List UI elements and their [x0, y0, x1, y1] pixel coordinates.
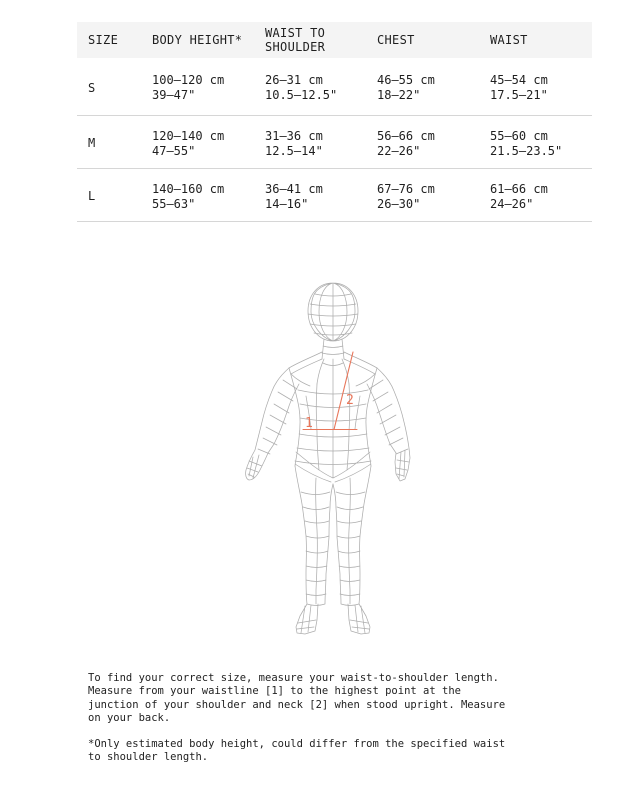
value-cm: 55–60 cm	[490, 128, 548, 143]
header-waist: WAIST	[490, 22, 592, 58]
instructions-text	[88, 672, 505, 726]
right-arm-wireframe	[367, 368, 410, 481]
header-chest: CHEST	[377, 22, 490, 58]
value-in: 39–47"	[152, 88, 196, 102]
instruction-line: To find your correct size, measure your waist-to-shoulder length.	[88, 672, 499, 684]
value-in: 47–55"	[152, 143, 196, 158]
value-in: 24–26"	[490, 196, 534, 211]
marker-1-label: 1	[305, 416, 313, 431]
measurement-marker-labels	[305, 393, 354, 431]
left-leg-wireframe	[295, 466, 333, 634]
value-cm: 36–41 cm	[265, 181, 323, 196]
value-cm: 45–54 cm	[490, 73, 548, 87]
marker-2-label: 2	[346, 393, 354, 408]
footnote-text	[88, 738, 505, 765]
size-label: S	[77, 58, 152, 116]
footnote-line: *Only estimated body height, could differ from the specified waist	[88, 738, 506, 750]
size-label: L	[77, 169, 152, 222]
right-leg-wireframe	[333, 466, 371, 634]
value-in: 17.5–21"	[490, 88, 548, 102]
value-in: 14–16"	[265, 196, 309, 211]
header-waist-to-shoulder: WAIST TO SHOULDER	[265, 22, 377, 58]
footnote-line: to shoulder length.	[88, 751, 209, 764]
neck-wireframe	[322, 339, 344, 359]
value-cm: 61–66 cm	[490, 181, 548, 196]
header-size: SIZE	[77, 22, 152, 58]
value-in: 21.5–23.5"	[490, 143, 563, 158]
value-cm: 46–55 cm	[377, 73, 435, 87]
value-in: 12.5–14"	[265, 143, 323, 158]
value-cm: 100–120 cm	[152, 73, 225, 87]
value-in: 18–22"	[377, 88, 421, 102]
mannequin-wireframe	[246, 283, 410, 634]
value-cm: 140–160 cm	[152, 181, 225, 196]
value-cm: 67–76 cm	[377, 181, 435, 196]
torso-wireframe	[289, 359, 377, 482]
value-cm: 120–140 cm	[152, 128, 225, 143]
value-cm: 26–31 cm	[265, 73, 323, 87]
value-in: 10.5–12.5"	[265, 88, 338, 102]
value-in: 55–63"	[152, 196, 196, 211]
waist-to-shoulder-marker-line	[334, 352, 353, 430]
size-label: M	[77, 116, 152, 169]
value-cm: 31–36 cm	[265, 128, 323, 143]
value-cm: 56–66 cm	[377, 128, 435, 143]
instruction-line: junction of your shoulder and neck [2] when stood upright. Measure	[88, 698, 506, 711]
left-arm-wireframe	[246, 368, 299, 480]
header-body-height: BODY HEIGHT*	[152, 22, 265, 58]
value-in: 22–26"	[377, 143, 421, 158]
instruction-line: on your back.	[88, 712, 171, 725]
value-in: 26–30"	[377, 196, 421, 211]
instruction-line: Measure from your waistline [1] to the highest point at the	[88, 685, 461, 698]
head-wireframe	[308, 283, 358, 341]
